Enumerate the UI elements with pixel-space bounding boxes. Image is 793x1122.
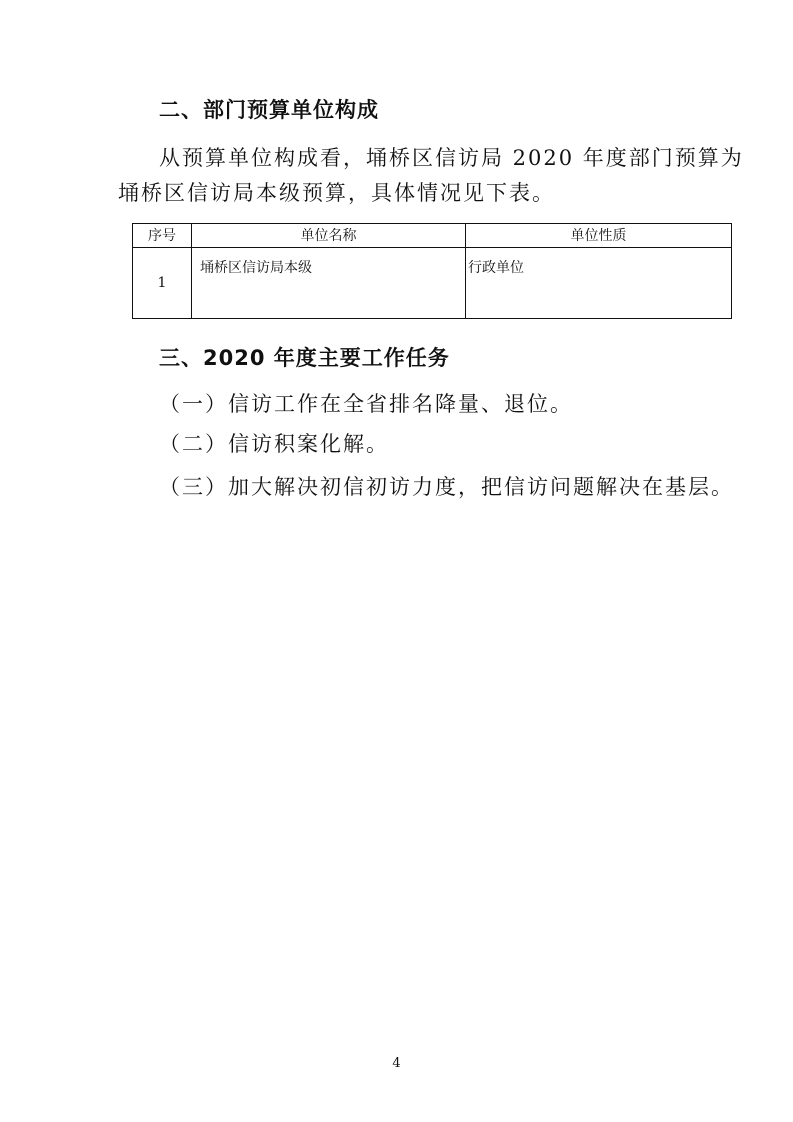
cell-unit-name: 埇桥区信访局本级 [192, 248, 466, 319]
list-item: （二）信访积案化解。 [159, 432, 389, 456]
column-header-unit-name: 单位名称 [192, 224, 466, 248]
cell-unit-type: 行政单位 [466, 248, 732, 319]
list-item: （三）加大解决初信初访力度，把信访问题解决在基层。 [159, 475, 734, 499]
table-row [133, 248, 732, 319]
section-heading-main-tasks: 三、2020 年度主要工作任务 [159, 346, 450, 370]
section-heading-budget-units: 二、部门预算单位构成 [159, 98, 379, 122]
column-header-unit-type: 单位性质 [466, 224, 732, 248]
paragraph-line: 从预算单位构成看，埇桥区信访局 2020 年度部门预算为 [159, 146, 744, 170]
budget-unit-table [132, 223, 732, 319]
column-header-no: 序号 [133, 224, 192, 248]
paragraph-line: 埇桥区信访局本级预算，具体情况见下表。 [118, 181, 555, 205]
list-item: （一）信访工作在全省排名降量、退位。 [159, 392, 573, 416]
page-number: 4 [392, 1056, 401, 1071]
cell-no: 1 [133, 248, 192, 319]
table-header-row [133, 224, 732, 248]
